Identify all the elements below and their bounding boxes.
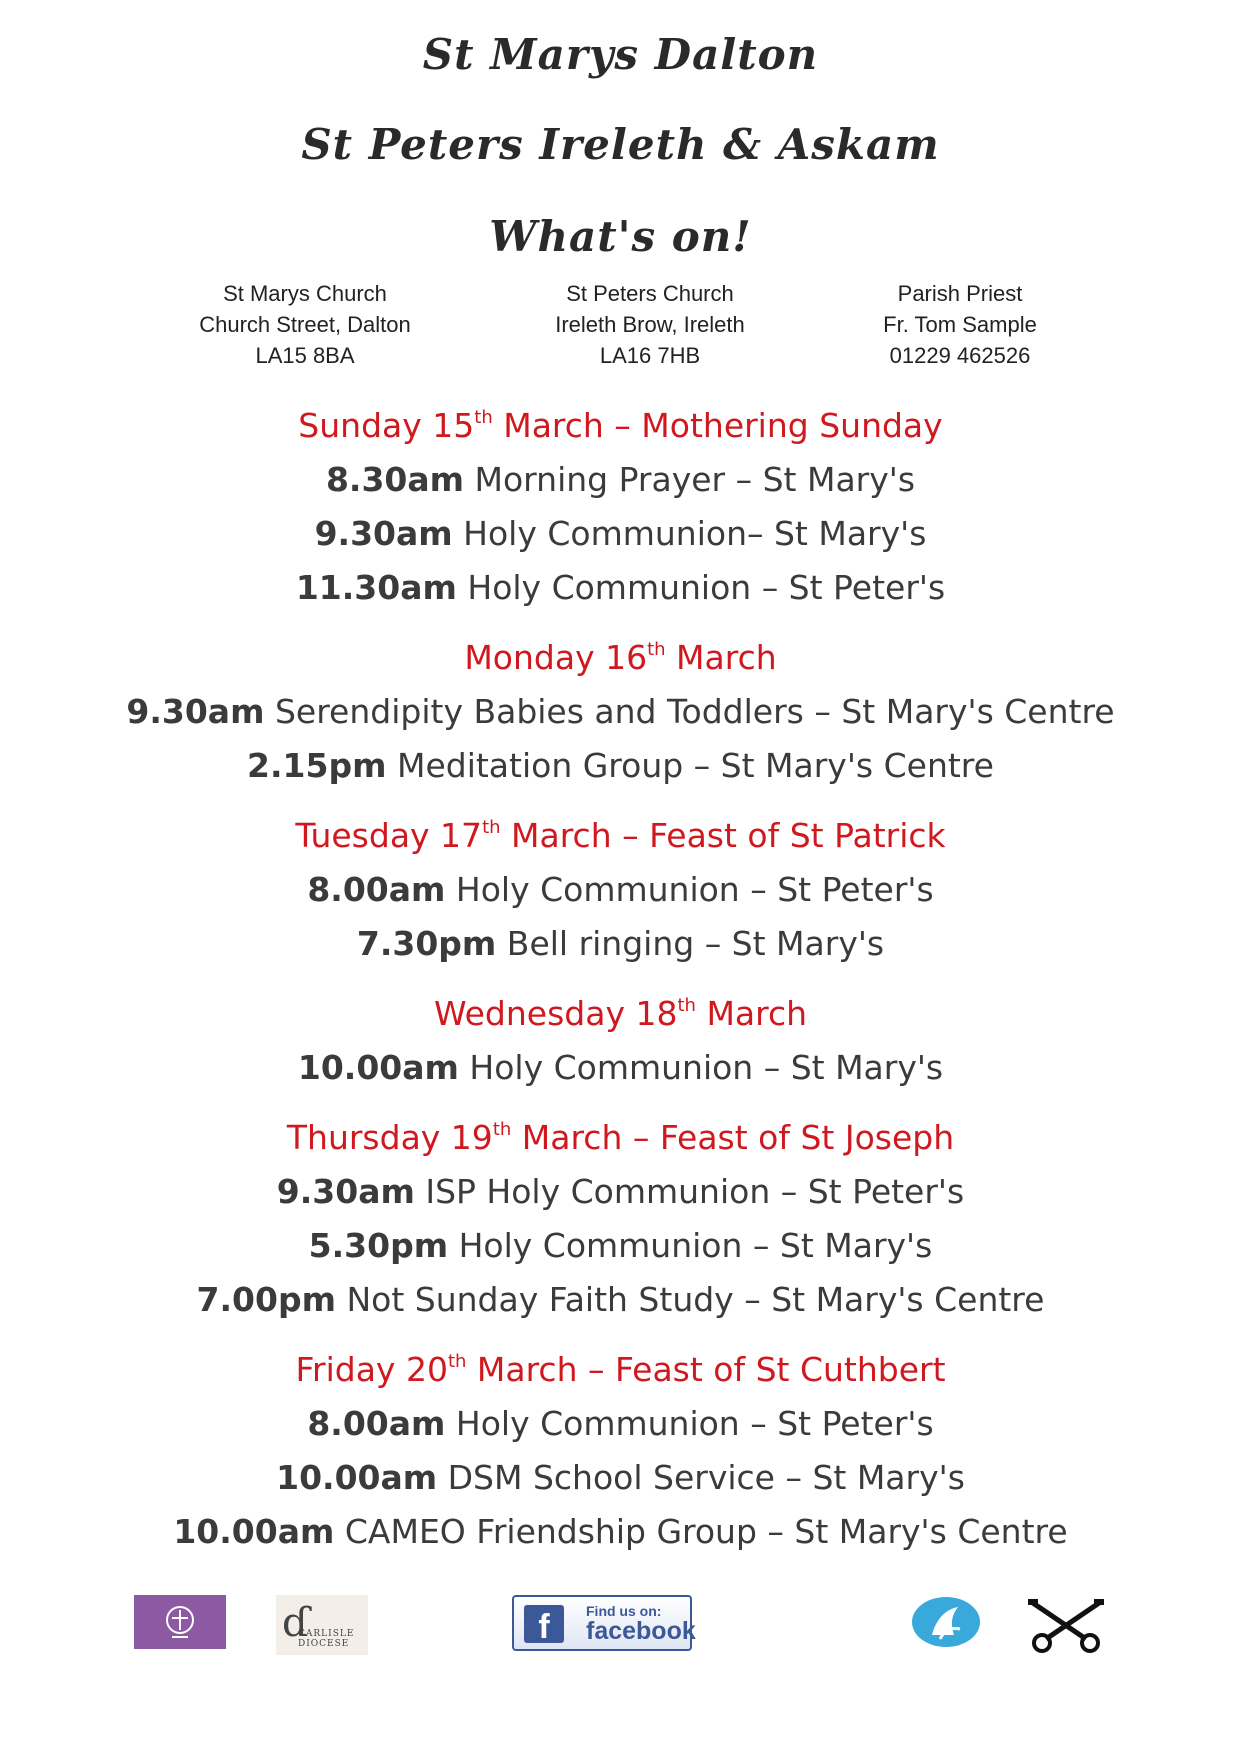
crossed-keys-logo (1020, 1595, 1112, 1653)
contact-st-peters (500, 278, 800, 371)
dove-icon (910, 1595, 982, 1649)
day-thursday (0, 1111, 1241, 1327)
event-description: Holy Communion – St Peter's (445, 870, 934, 909)
whats-on-heading: What's on! (489, 212, 752, 261)
event-description: Holy Communion – St Mary's (458, 1048, 944, 1087)
event-description: CAMEO Friendship Group – St Mary's Centre (334, 1512, 1068, 1551)
day-heading: Wednesday 18th March (433, 994, 808, 1033)
event-description: Holy Communion – St Mary's (448, 1226, 933, 1265)
event-time: 8.00am (307, 870, 446, 909)
church-name-dalton: St Marys Dalton (422, 30, 819, 79)
event-description: DSM School Service – St Mary's (437, 1458, 965, 1497)
day-sunday (0, 399, 1241, 615)
event-time: 8.00am (307, 1404, 446, 1443)
event-time: 8.30am (325, 460, 465, 499)
event-description: Holy Communion – St Peter's (456, 568, 946, 607)
church-cross-icon (160, 1602, 200, 1642)
event-row (0, 685, 1241, 739)
event-description: Serendipity Babies and Toddlers – St Mary's Centre (264, 692, 1115, 731)
contact-postcode: LA16 7HB (599, 343, 701, 368)
facebook-badge[interactable] (512, 1595, 696, 1651)
event-description: Holy Communion– St Mary's (452, 514, 927, 553)
crossed-keys-icon (1020, 1595, 1112, 1653)
event-row (0, 453, 1241, 507)
contact-address: Ireleth Brow, Ireleth (555, 312, 745, 337)
event-row (0, 1165, 1241, 1219)
facebook-name-text: facebook (586, 1617, 696, 1645)
day-heading: Sunday 15th March – Mothering Sunday (298, 406, 943, 445)
event-description: Bell ringing – St Mary's (496, 924, 885, 963)
event-row (0, 561, 1241, 615)
event-description: ISP Holy Communion – St Peter's (414, 1172, 965, 1211)
event-row (0, 739, 1241, 793)
event-time: 11.30am (295, 568, 457, 607)
crozier-icon: ɗ (282, 1600, 310, 1646)
event-row (0, 863, 1241, 917)
weekly-schedule (0, 399, 1241, 1575)
church-of-england-logo (134, 1595, 226, 1649)
contact-parish-priest (810, 278, 1110, 371)
dove-logo (910, 1595, 982, 1649)
event-time: 10.00am (173, 1512, 335, 1551)
contact-st-marys (155, 278, 455, 371)
event-time: 9.30am (126, 692, 265, 731)
church-name-ireleth-askam: St Peters Ireleth & Askam (301, 120, 940, 169)
event-row (0, 507, 1241, 561)
carlisle-diocese-logo (276, 1595, 368, 1655)
event-time: 5.30pm (308, 1226, 449, 1265)
footer-logos (0, 1595, 1241, 1665)
event-description: Holy Communion – St Peter's (445, 1404, 934, 1443)
day-friday (0, 1343, 1241, 1559)
event-row (0, 1219, 1241, 1273)
contact-name: Parish Priest (897, 281, 1023, 306)
day-monday (0, 631, 1241, 793)
contact-block (0, 278, 1241, 374)
contact-postcode: LA15 8BA (255, 343, 355, 368)
event-time: 9.30am (276, 1172, 415, 1211)
contact-address: Church Street, Dalton (199, 312, 411, 337)
contact-name: St Peters Church (566, 281, 734, 306)
event-time: 9.30am (314, 514, 453, 553)
day-wednesday (0, 987, 1241, 1095)
day-heading: Friday 20th March – Feast of St Cuthbert (295, 1350, 946, 1389)
contact-name: St Marys Church (223, 281, 387, 306)
day-heading: Tuesday 17th March – Feast of St Patrick (295, 816, 946, 855)
event-row (0, 917, 1241, 971)
contact-phone: 01229 462526 (889, 343, 1031, 368)
event-time: 10.00am (297, 1048, 459, 1087)
day-heading: Thursday 19th March – Feast of St Joseph (286, 1118, 955, 1157)
event-row (0, 1505, 1241, 1559)
event-row (0, 1273, 1241, 1327)
event-row (0, 1041, 1241, 1095)
event-description: Meditation Group – St Mary's Centre (386, 746, 994, 785)
carlisle-diocese-text: CARLISLE DIOCESE (298, 1629, 355, 1649)
facebook-find-text: Find us on: (586, 1603, 662, 1619)
day-heading: Monday 16th March (464, 638, 777, 677)
event-row (0, 1397, 1241, 1451)
event-time: 2.15pm (247, 746, 387, 785)
event-time: 7.30pm (356, 924, 497, 963)
event-description: Morning Prayer – St Mary's (464, 460, 916, 499)
event-time: 7.00pm (196, 1280, 336, 1319)
contact-priest-name: Fr. Tom Sample (883, 312, 1037, 337)
day-tuesday (0, 809, 1241, 971)
event-description: Not Sunday Faith Study – St Mary's Centre (335, 1280, 1045, 1319)
facebook-icon: f (524, 1605, 564, 1643)
event-row (0, 1451, 1241, 1505)
event-time: 10.00am (276, 1458, 438, 1497)
